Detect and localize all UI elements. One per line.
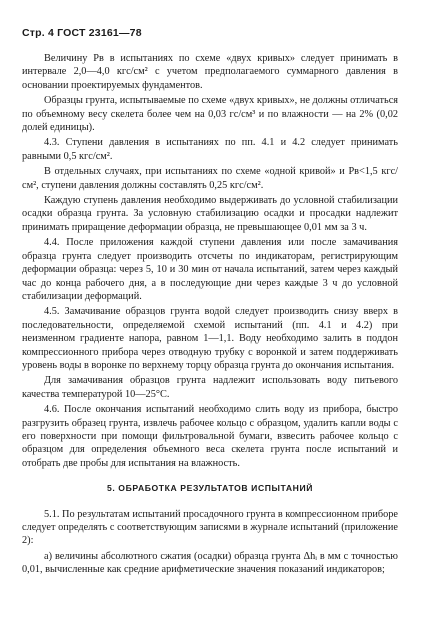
paragraph-4-3: 4.3. Ступени давления в испытаниях по пп. 4.1 и 4.2 следует принимать равными 0,5 кгс/см². (22, 137, 398, 162)
paragraph-5-1: 5.1. По результатам испытаний просадочного грунта в компрессионном приборе следует определять с соответствующим записями в журнале испытаний (приложение 2): (22, 508, 398, 547)
paragraph-4-5: 4.5. Замачивание образцов грунта водой следует производить снизу вверх в последовательности, определяемой схемой испытаний (пп. 4.1 и 4.2) при неизменном градиенте напора, равном 1—1,1. Воду необходимо залить в поддон компрессионного прибора через отводную трубку с воронкой и затем поддерживать уровень воды в воронке по верхнему торцу образца грунта до окончания испытания. (22, 306, 398, 371)
page-header: Стр. 4 ГОСТ 23161—78 (22, 27, 142, 39)
paragraph-special-cases: В отдельных случаях, при испытаниях по схеме «одной кривой» и Pв<1,5 кгс/см², ступени давления должны составлять 0,25 кгс/см². (22, 166, 398, 191)
paragraph-water-quality: Для замачивания образцов грунта надлежит использовать воду питьевого качества температурой 10—25°С. (22, 375, 398, 400)
paragraph-pv-interval: Величину Pв в испытаниях по схеме «двух кривых» следует принимать в интервале 2,0—4,0 кгс/см² с учетом предполагаемого суммарного давления в основании проектируемых фундаментов. (22, 53, 398, 91)
paragraph-4-4: 4.4. После приложения каждой ступени давления или после замачивания образца грунта следует производить отсчеты по индикаторам, регистрирующим деформации образца: через 5, 10 и 30 мин от начала испытаний, затем через каждый час до конца рабочего дня, а в последующие дни через каждые 3 ч до условной стабилизации деформаций. (22, 237, 398, 302)
paragraph-sample-deviation: Образцы грунта, испытываемые по схеме «двух кривых», не должны отличаться по объемному весу скелета более чем на 0,03 гс/см³ и по влажности — на 2% (0,02 долей единицы). (22, 95, 398, 134)
paragraph-stabilization: Каждую ступень давления необходимо выдерживать до условной стабилизации осадки образца грунта. За условную стабилизацию осадки и просадки надлежит принимать приращение деформации образца, не превышающее 0,01 мм за 3 ч. (22, 195, 398, 233)
paragraph-4-6: 4.6. После окончания испытаний необходимо слить воду из прибора, быстро разгрузить образец грунта, извлечь рабочее кольцо с образцом, удалить капли воды с его поверхности при помощи фильтровальной бумаги, взвесить рабочее кольцо с образцом для определения объемного веса скелета грунта после испытаний и отобрать две пробы для испытания на влажность. (22, 404, 398, 469)
paragraph-5-1-a: а) величины абсолютного сжатия (осадки) образца грунта Δhᵢ в мм с точностью 0,01, вычисленные как средние арифметические значения показаний индикаторов; (22, 550, 398, 576)
document-body (22, 52, 398, 579)
section-title: 5. ОБРАБОТКА РЕЗУЛЬТАТОВ ИСПЫТАНИЙ (106, 483, 314, 494)
